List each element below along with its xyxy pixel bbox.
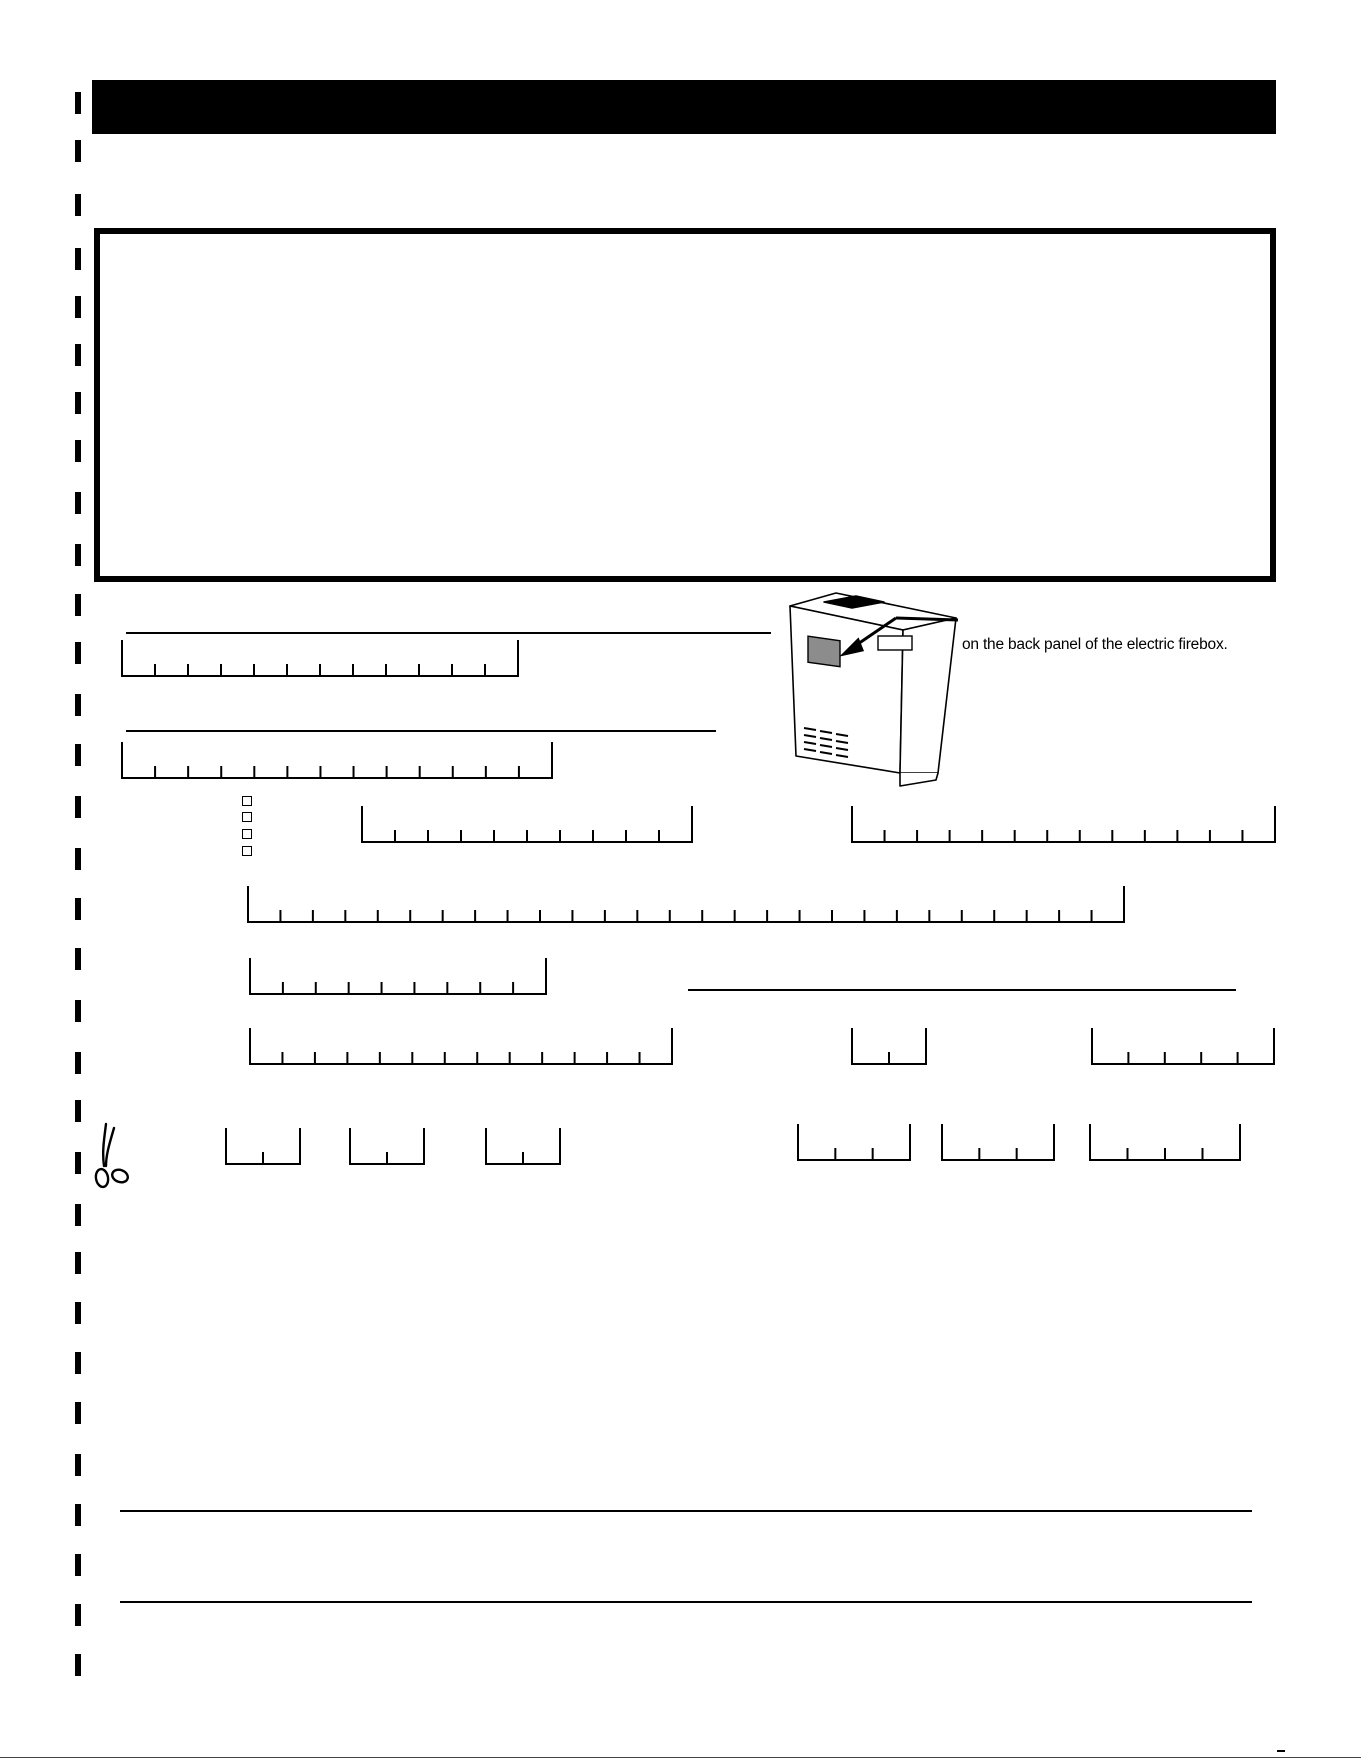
cut-line-dash bbox=[75, 1152, 81, 1174]
checkbox[interactable] bbox=[242, 829, 252, 839]
cut-line-dash bbox=[75, 796, 81, 818]
cut-line-dash bbox=[75, 1454, 81, 1476]
cut-line-dash bbox=[75, 898, 81, 920]
figure-caption: on the back panel of the electric firebox. bbox=[962, 636, 1228, 653]
cut-line-dash bbox=[75, 1554, 81, 1576]
cut-line-dash bbox=[75, 1052, 81, 1074]
entry-box-row7-f[interactable] bbox=[1088, 1122, 1242, 1162]
cut-line-dash bbox=[75, 1100, 81, 1122]
header-bar bbox=[92, 80, 1276, 134]
cut-line-dash bbox=[75, 1302, 81, 1324]
page-mark bbox=[1277, 1750, 1285, 1752]
cut-line-dash bbox=[75, 694, 81, 716]
cut-line-dash bbox=[75, 848, 81, 870]
entry-box-row3-right[interactable] bbox=[850, 804, 1277, 844]
fill-line bbox=[126, 632, 771, 634]
cut-line-dash bbox=[75, 140, 81, 162]
cut-line-dash bbox=[75, 594, 81, 616]
entry-box-row7-d[interactable] bbox=[796, 1122, 912, 1162]
entry-box-row4[interactable] bbox=[246, 884, 1126, 924]
entry-box-row3-left[interactable] bbox=[360, 804, 694, 844]
cut-line-dash bbox=[75, 248, 81, 270]
cut-line-dash bbox=[75, 1504, 81, 1526]
cut-line-dash bbox=[75, 1204, 81, 1226]
entry-box-row6-right[interactable] bbox=[1090, 1026, 1276, 1066]
checkbox[interactable] bbox=[242, 796, 252, 806]
cut-line-dash bbox=[75, 194, 81, 216]
cut-line-dash bbox=[75, 948, 81, 970]
entry-box-row2[interactable] bbox=[120, 740, 554, 780]
cut-line-dash bbox=[75, 1604, 81, 1626]
cut-line-dash bbox=[75, 344, 81, 366]
page-bottom-line bbox=[0, 1757, 1361, 1758]
entry-box-row1[interactable] bbox=[120, 638, 520, 678]
entry-box-row6-left[interactable] bbox=[248, 1026, 674, 1066]
cut-line-dash bbox=[75, 1654, 81, 1676]
cut-line-dash bbox=[75, 440, 81, 462]
entry-box-row7-a[interactable] bbox=[224, 1126, 302, 1166]
fill-line bbox=[688, 989, 1236, 991]
cut-line-dash bbox=[75, 92, 81, 114]
cut-line-dash bbox=[75, 1352, 81, 1374]
fill-line bbox=[120, 1601, 1252, 1603]
cut-line-dash bbox=[75, 1000, 81, 1022]
cut-line-dash bbox=[75, 544, 81, 566]
fill-line bbox=[126, 730, 716, 732]
entry-box-row7-b[interactable] bbox=[348, 1126, 426, 1166]
cut-line-dash bbox=[75, 296, 81, 318]
electric-firebox-illustration bbox=[778, 588, 966, 788]
entry-box-row5[interactable] bbox=[248, 956, 548, 996]
entry-box-row7-c[interactable] bbox=[484, 1126, 562, 1166]
checkbox[interactable] bbox=[242, 812, 252, 822]
entry-box-row7-e[interactable] bbox=[940, 1122, 1056, 1162]
cut-line-dash bbox=[75, 492, 81, 514]
cut-line-dash bbox=[75, 642, 81, 664]
cut-line-dash bbox=[75, 1252, 81, 1274]
cut-line-dash bbox=[75, 392, 81, 414]
cut-line-dash bbox=[75, 1402, 81, 1424]
checkbox[interactable] bbox=[242, 846, 252, 856]
cut-line-dash bbox=[75, 744, 81, 766]
entry-box-row6-mid[interactable] bbox=[850, 1026, 928, 1066]
fill-line bbox=[120, 1510, 1252, 1512]
scissors-icon bbox=[84, 1122, 140, 1190]
notice-box bbox=[94, 228, 1276, 582]
